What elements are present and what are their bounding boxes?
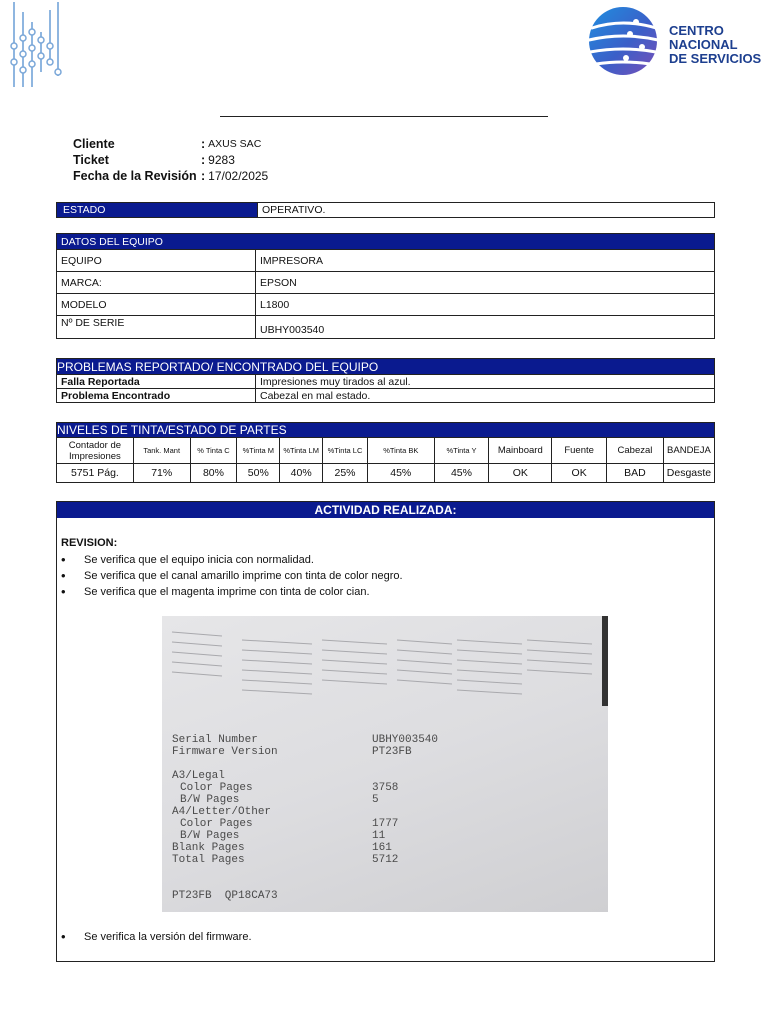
a3-color-pages-label: Color Pages (180, 782, 253, 794)
value-tank-mant: 71% (133, 464, 190, 483)
revision-bullet-2: • Se verifica que el canal amarillo imprime con tinta de color negro. (57, 568, 403, 584)
brand-name-line-3: DE SERVICIOS (669, 51, 762, 66)
a4-letter-label: A4/Letter/Other (172, 806, 272, 818)
a3-color-pages-value: 3758 (372, 782, 399, 794)
value-tinta-bk: 45% (367, 464, 434, 483)
marca-value: EPSON (256, 272, 715, 294)
equipo-value: IMPRESORA (256, 250, 715, 272)
header-bandeja: BANDEJA (663, 438, 714, 464)
problemas-table (56, 358, 715, 403)
header-tinta-m: %Tinta M (237, 438, 280, 464)
serie-label: Nº DE SERIE (57, 316, 256, 339)
fecha-label: Fecha de la Revisión (73, 169, 197, 183)
cliente-label: Cliente (73, 137, 115, 151)
ticket-label: Ticket (73, 153, 109, 167)
value-tinta-c: 80% (190, 464, 237, 483)
fecha-row (73, 168, 268, 184)
firmware-list (57, 929, 252, 945)
header-fuente: Fuente (552, 438, 607, 464)
brand-name (669, 24, 761, 66)
brand-globe-icon (586, 6, 660, 76)
header-tank-mant: Tank. Mant (133, 438, 190, 464)
equipo-label: EQUIPO (57, 250, 256, 272)
problema-encontrado-label: Problema Encontrado (57, 389, 256, 403)
header-cabezal: Cabezal (607, 438, 664, 464)
total-pages-label: Total Pages (172, 854, 245, 866)
marca-label: MARCA: (57, 272, 256, 294)
a3-legal-label: A3/Legal (172, 770, 225, 782)
niveles-title: NIVELES DE TINTA/ESTADO DE PARTES (57, 423, 715, 438)
actividad-box (56, 501, 715, 962)
header-tinta-lm: %Tinta LM (280, 438, 323, 464)
a4-color-pages-label: Color Pages (180, 818, 253, 830)
value-cabezal: BAD (607, 464, 664, 483)
total-pages-value: 5712 (372, 854, 399, 866)
estado-table (56, 202, 715, 218)
cliente-row (73, 136, 268, 152)
firmware-bullet: • Se verifica la versión del firmware. (57, 929, 252, 945)
estado-value: OPERATIVO. (258, 203, 715, 218)
value-mainboard: OK (489, 464, 552, 483)
ticket-colon: : (201, 153, 206, 167)
revision-bullet-1: • Se verifica que el equipo inicia con normalidad. (57, 552, 403, 568)
modelo-value: L1800 (256, 294, 715, 316)
actividad-title: ACTIVIDAD REALIZADA: (57, 502, 714, 518)
value-tinta-lc: 25% (323, 464, 368, 483)
header-tinta-lc: %Tinta LC (323, 438, 368, 464)
fecha-colon: : (201, 169, 206, 183)
serial-number-label: Serial Number (172, 734, 258, 746)
circuit-logo-icon (6, 2, 62, 90)
nozzle-pattern (162, 616, 608, 706)
niveles-table (56, 422, 715, 483)
datos-equipo-table (56, 233, 715, 339)
info-block (73, 136, 268, 184)
value-contador: 5751 Pág. (57, 464, 134, 483)
header-tinta-c: % Tinta C (190, 438, 237, 464)
a3-bw-pages-value: 5 (372, 794, 379, 806)
header-tinta-y: %Tinta Y (434, 438, 489, 464)
serie-value: UBHY003540 (256, 316, 715, 339)
header-contador: Contador de Impresiones (57, 438, 134, 464)
serial-number-value: UBHY003540 (372, 734, 439, 746)
value-tinta-lm: 40% (280, 464, 323, 483)
revision-list (57, 552, 403, 600)
ticket-row (73, 152, 268, 168)
firmware-version-label: Firmware Version (172, 746, 278, 758)
falla-reportada-label: Falla Reportada (57, 375, 256, 389)
header-rule (220, 116, 548, 117)
a4-bw-pages-value: 11 (372, 830, 386, 842)
ticket-value: 9283 (208, 153, 235, 167)
cliente-colon: : (201, 137, 206, 151)
printout-footer-code: PT23FB QP18CA73 (172, 890, 278, 902)
revision-heading: REVISION: (61, 537, 118, 549)
value-tinta-m: 50% (237, 464, 280, 483)
brand-name-line-2: NACIONAL (669, 37, 738, 52)
revision-bullet-3: • Se verifica que el magenta imprime con tinta de color cian. (57, 584, 403, 600)
printout-photo (162, 616, 608, 912)
datos-title: DATOS DEL EQUIPO (57, 234, 715, 250)
value-fuente: OK (552, 464, 607, 483)
cliente-value: AXUS SAC (208, 138, 262, 150)
estado-label: ESTADO (57, 203, 258, 218)
problema-encontrado-value: Cabezal en mal estado. (256, 389, 715, 403)
blank-pages-label: Blank Pages (172, 842, 245, 854)
brand-name-line-1: CENTRO (669, 23, 724, 38)
firmware-version-value: PT23FB (372, 746, 412, 758)
blank-pages-value: 161 (372, 842, 392, 854)
falla-reportada-value: Impresiones muy tirados al azul. (256, 375, 715, 389)
fecha-value: 17/02/2025 (208, 169, 269, 183)
problemas-title: PROBLEMAS REPORTADO/ ENCONTRADO DEL EQUIPO (57, 359, 715, 375)
value-tinta-y: 45% (434, 464, 489, 483)
printout-text (172, 734, 438, 902)
a4-bw-pages-label: B/W Pages (180, 830, 240, 842)
header-tinta-bk: %Tinta BK (367, 438, 434, 464)
a3-bw-pages-label: B/W Pages (180, 794, 240, 806)
header-mainboard: Mainboard (489, 438, 552, 464)
modelo-label: MODELO (57, 294, 256, 316)
a4-color-pages-value: 1777 (372, 818, 399, 830)
value-bandeja: Desgaste (663, 464, 714, 483)
